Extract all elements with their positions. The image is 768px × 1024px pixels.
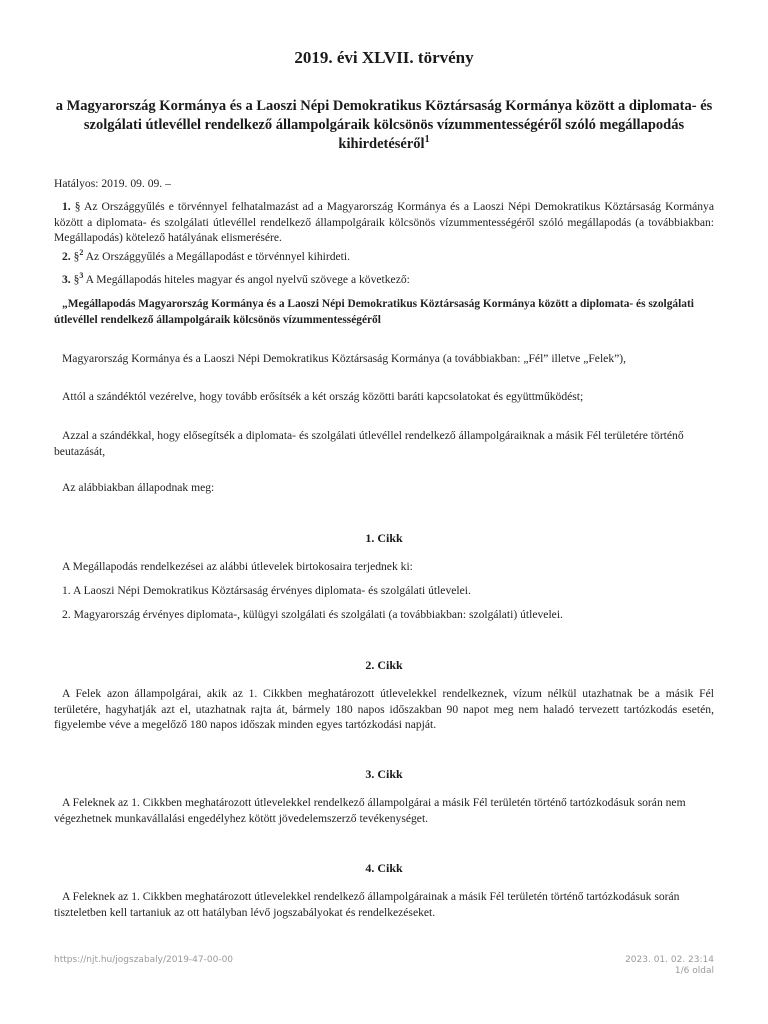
article-heading: 2. Cikk: [365, 658, 403, 672]
article-heading: 1. Cikk: [365, 531, 403, 545]
preamble-purpose: Azzal a szándékkal, hogy elősegítsék a diplomata- és szolgálati útlevéllel rendelkező állampolgáraiknak a másik Fél területére történő beutazását,: [54, 429, 684, 458]
section-3: 3. §$^3$ A Megállapodás hiteles magyar és angol nyelvű szövege a következő:: [62, 271, 410, 286]
document-title: 2019. évi XLVII. törvény: [294, 48, 474, 67]
document-subtitle: [54, 97, 714, 154]
footnote-ref[interactable]: 2: [79, 248, 84, 258]
section-number: 2.: [62, 250, 71, 263]
article-paragraph: 2. Magyarország érvényes diplomata-, külügyi szolgálati és szolgálati (a továbbiakban: szolgálati) útlevelei.: [62, 608, 563, 621]
article-heading: 3. Cikk: [365, 767, 403, 781]
footer-page-number: 1/6 oldal: [674, 966, 714, 976]
footer-url[interactable]: https://njt.hu/jogszabaly/2019-47-00-00: [54, 955, 234, 965]
article-heading: 4. Cikk: [365, 861, 403, 875]
article-paragraph: A Feleknek az 1. Cikkben meghatározott útlevelekkel rendelkező állampolgárainak a másik Fél területén történő tartózkodásuk során tiszteletben kell tartaniuk az ott hatályban lévő jogszabályokat és rendelkezéseket.: [54, 890, 680, 919]
subtitle-text: a Magyarország Kormánya és a Laoszi Népi Demokratikus Köztársaság Kormánya között a diplomata- és szolgálati útlevéllel rendelkező állampolgáraik kölcsönös vízummentességéről szóló megállapodás kihirdetéséről: [55, 98, 713, 152]
preamble-agree: Az alábbiakban állapodnak meg:: [62, 481, 215, 494]
article-paragraph: A Feleknek az 1. Cikkben meghatározott útlevelekkel rendelkező állampolgárai a másik Fél területén történő tartózkodásuk során nem végezhetnek munkavállalási engedélyhez kötött jövedelemszerző tevékenységet.: [54, 796, 686, 825]
section-1: [54, 199, 714, 246]
article-paragraph: A Megállapodás rendelkezései az alábbi útlevelek birtokosaira terjednek ki:: [62, 560, 413, 573]
section-number: 1.: [62, 200, 71, 213]
agreement-title: „Megállapodás Magyarország Kormánya és a Laoszi Népi Demokratikus Köztársaság Kormánya között a diplomata- és szolgálati útlevéllel rendelkező állampolgáraik kölcsönös vízummentességéről: [54, 298, 694, 326]
preamble-intent: Attól a szándéktól vezérelve, hogy tovább erősítsék a két ország közötti baráti kapcsolatokat és együttműködést;: [62, 390, 584, 403]
subtitle-footnote-ref[interactable]: 1: [424, 134, 430, 146]
section-number: 3.: [62, 273, 71, 286]
section-2: 2. §$^2$ Az Országgyűlés a Megállapodást e törvénnyel kihirdeti.: [62, 248, 350, 263]
article-paragraph: 1. A Laoszi Népi Demokratikus Köztársaság érvényes diplomata- és szolgálati útlevelei.: [62, 584, 471, 597]
footer-datetime: 2023. 01. 02. 23:14: [625, 955, 714, 965]
section-text: Az Országgyűlés a Megállapodást e törvénnyel kihirdeti.: [83, 250, 350, 263]
section-text: § Az Országgyűlés e törvénnyel felhatalmazást ad a Magyarország Kormánya és a Laoszi Népi Demokratikus Köztársaság Kormánya között a diplomata- és szolgálati útlevéllel rendelkező állampolgáraik kölcsönös vízummentességéről szóló megállapodás (a továbbiakban: Megállapodás) kötelező hatályának elismerésére.: [54, 200, 714, 244]
preamble-parties: Magyarország Kormánya és a Laoszi Népi Demokratikus Köztársaság Kormánya (a továbbiakban: „Fél” illetve „Felek”),: [62, 352, 627, 365]
effective-date: Hatályos: 2019. 09. 09. –: [54, 177, 171, 190]
article-paragraph: A Felek azon állampolgárai, akik az 1. Cikkben meghatározott útlevelekkel rendelkeznek, vízum nélkül utazhatnak be a másik Fél területére, hagyhatják azt el, utazhatnak rajta át, bármely 180 napos időszakban 90 napot meg nem haladó tervezett tartózkodás esetén, figyelembe véve a megelőző 180 napos időszak minden egyes tartózkodási napját.: [54, 687, 714, 731]
footnote-ref[interactable]: 3: [79, 271, 84, 281]
section-text: A Megállapodás hiteles magyar és angol nyelvű szövege a következő:: [83, 273, 410, 286]
